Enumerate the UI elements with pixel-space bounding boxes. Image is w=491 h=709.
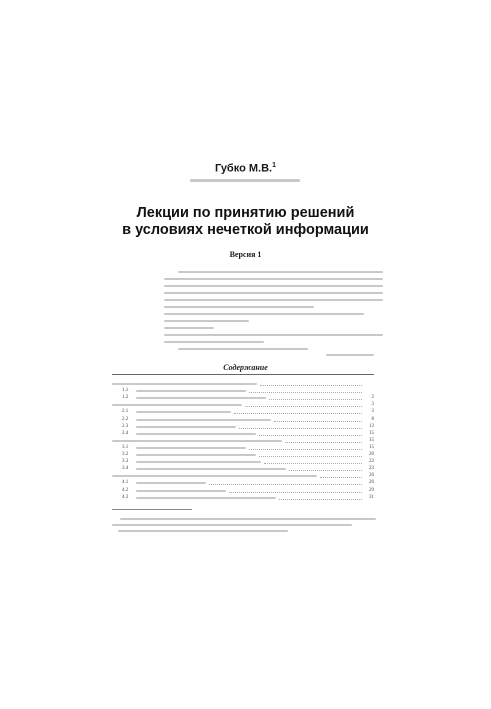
abstract-line bbox=[178, 348, 308, 350]
toc-entry-page: 26 bbox=[369, 473, 374, 479]
footnote-line bbox=[118, 530, 288, 532]
author-footnote-mark: 1 bbox=[272, 162, 276, 169]
abstract-line bbox=[164, 320, 249, 322]
toc-leader-dots bbox=[229, 492, 362, 493]
toc-leader-dots bbox=[320, 477, 362, 478]
toc-entry-title-blurred bbox=[112, 475, 317, 477]
toc-entry-page: 15 bbox=[369, 444, 374, 450]
toc-leader-dots bbox=[285, 442, 362, 443]
abstract-line bbox=[164, 313, 364, 315]
abstract-line bbox=[164, 306, 314, 308]
toc-leader-dots bbox=[264, 463, 362, 464]
toc-entry-title-blurred bbox=[136, 426, 236, 428]
toc-divider bbox=[112, 374, 374, 375]
toc-entry-page: 26 bbox=[369, 480, 374, 486]
toc-entry-number: 4.2 bbox=[122, 487, 129, 493]
toc-entry-page: 2 bbox=[371, 395, 374, 401]
toc-entry-number: 2.3 bbox=[122, 423, 129, 429]
toc-entry-title-blurred bbox=[136, 433, 256, 435]
toc-entry-number: 1.2 bbox=[122, 395, 129, 401]
footnote-divider bbox=[112, 509, 192, 510]
toc-leader-dots bbox=[274, 421, 362, 422]
footnote-line bbox=[120, 518, 376, 520]
toc-entry-number: 3.4 bbox=[122, 466, 129, 472]
version-label: Версия 1 bbox=[229, 250, 262, 259]
toc-entry-title-blurred bbox=[136, 454, 256, 456]
toc-entry-title-blurred bbox=[112, 383, 257, 385]
toc-entry-page: 15 bbox=[369, 437, 374, 443]
toc-entry-number: 3.1 bbox=[122, 444, 129, 450]
toc-entry-page: 3 bbox=[371, 409, 374, 415]
toc-entry-title-blurred bbox=[136, 490, 226, 492]
document-title bbox=[0, 205, 491, 239]
abstract-line bbox=[164, 292, 383, 294]
toc-entry-page: 20 bbox=[369, 452, 374, 457]
toc-entry-page: 13 bbox=[369, 423, 374, 429]
toc-leader-dots bbox=[249, 392, 362, 393]
toc-entry-number: 2.2 bbox=[122, 416, 129, 422]
toc-entry-title-blurred bbox=[136, 390, 246, 392]
toc-leader-dots bbox=[234, 413, 362, 414]
author-text: Губко М.В. bbox=[215, 162, 273, 175]
toc-entry-page: 29 bbox=[369, 487, 374, 493]
toc-entry-page: 15 bbox=[369, 430, 374, 436]
toc-entry-number: 4.1 bbox=[122, 480, 129, 486]
title-line-2: в условиях нечеткой информации bbox=[122, 222, 369, 238]
toc-entry-number: 2.4 bbox=[122, 430, 129, 436]
toc-entry-page: 8 bbox=[371, 416, 374, 422]
toc-entry-title-blurred bbox=[136, 497, 276, 499]
toc-entry-title-blurred bbox=[136, 447, 246, 449]
toc-entry-page: 31 bbox=[369, 494, 374, 500]
toc-entry-title-blurred bbox=[136, 419, 271, 421]
toc-leader-dots bbox=[279, 499, 362, 500]
toc-leader-dots bbox=[249, 449, 362, 450]
abstract-line bbox=[164, 299, 383, 301]
toc-leader-dots bbox=[209, 484, 362, 485]
abstract-line bbox=[164, 327, 214, 329]
toc-entry-page: 22 bbox=[369, 459, 374, 465]
toc-leader-dots bbox=[239, 428, 362, 429]
toc-entry-title-blurred bbox=[112, 404, 242, 406]
toc-entry-title-blurred bbox=[136, 468, 286, 470]
toc-leader-dots bbox=[260, 385, 362, 386]
toc-entry-number: 3.2 bbox=[122, 452, 129, 457]
toc-leader-dots bbox=[269, 399, 362, 400]
toc-entry-number: 2.1 bbox=[122, 409, 129, 415]
abstract-line bbox=[164, 278, 383, 280]
toc-entry-title-blurred bbox=[112, 440, 282, 442]
abstract-line bbox=[164, 334, 383, 336]
abstract-line bbox=[178, 271, 383, 273]
author-affiliation-blurred bbox=[190, 179, 300, 182]
toc-entry-number: 4.3 bbox=[122, 494, 129, 500]
toc-section-entry[interactable] bbox=[112, 494, 374, 502]
abstract-line bbox=[164, 341, 264, 343]
abstract-date bbox=[326, 354, 374, 356]
toc-heading: Содержание bbox=[223, 363, 268, 372]
toc-entry-title-blurred bbox=[136, 411, 231, 413]
toc-entry-page: 3 bbox=[371, 402, 374, 408]
toc-entry-title-blurred bbox=[136, 397, 266, 399]
footnote-line bbox=[112, 524, 352, 526]
toc-leader-dots bbox=[245, 406, 362, 407]
title-line-1: Лекции по принятию решений bbox=[136, 205, 355, 221]
toc-entry-page: 23 bbox=[369, 466, 374, 472]
author-name bbox=[0, 162, 491, 175]
toc-entry-number: 1.1 bbox=[122, 388, 129, 394]
toc-leader-dots bbox=[259, 435, 362, 436]
toc-entry-title-blurred bbox=[136, 482, 206, 484]
abstract-line bbox=[164, 285, 383, 287]
toc-leader-dots bbox=[259, 456, 362, 457]
toc-entry-number: 3.3 bbox=[122, 459, 129, 465]
toc-entry-title-blurred bbox=[136, 461, 261, 463]
toc-leader-dots bbox=[289, 470, 362, 471]
